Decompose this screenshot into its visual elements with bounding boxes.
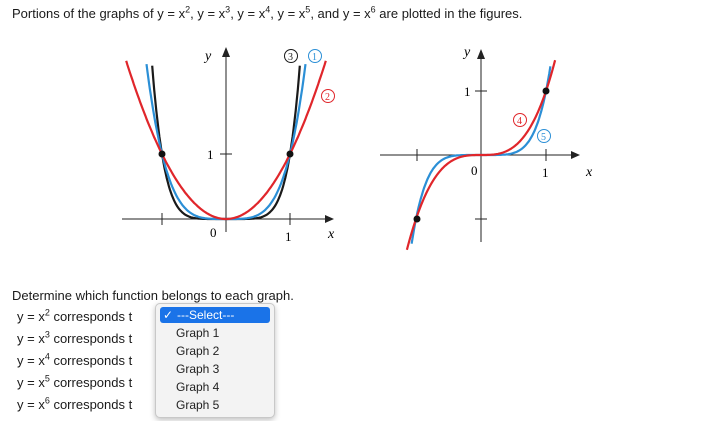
point-marker bbox=[414, 216, 421, 223]
marker-3 bbox=[285, 50, 298, 64]
right-graph bbox=[380, 45, 593, 250]
right-y-arrow bbox=[477, 49, 485, 59]
right-tick-y: 1 bbox=[464, 84, 471, 99]
answer-row-x2: $y = x^2$ corresponds t bbox=[17, 307, 133, 324]
right-origin: 0 bbox=[471, 163, 478, 178]
svg-text:5: 5 bbox=[541, 132, 546, 143]
svg-text:1: 1 bbox=[312, 52, 317, 63]
dropdown-option-graph-3[interactable]: Graph 3 bbox=[176, 362, 220, 376]
prompt-functions: $y = x^2$, $y = x^3$, $y = x^4$, $y = x^5$, and $y = x^6$ bbox=[157, 4, 376, 21]
left-origin: 0 bbox=[210, 225, 217, 240]
point-marker bbox=[543, 88, 550, 95]
svg-text:3: 3 bbox=[288, 52, 293, 63]
marker-5 bbox=[538, 130, 551, 144]
checkmark-icon: ✓ bbox=[163, 308, 174, 322]
right-x-arrow bbox=[571, 151, 580, 159]
answer-row-x5: $y = x^5$ corresponds t bbox=[17, 373, 133, 390]
left-x-label: x bbox=[328, 227, 335, 242]
svg-text:4: 4 bbox=[517, 116, 522, 127]
prompt-tail: are plotted in the figures. bbox=[379, 6, 523, 21]
answer-row-x3: $y = x^3$ corresponds t bbox=[17, 329, 133, 346]
prompt-lead: Portions of the graphs of bbox=[12, 6, 154, 21]
left-tick-x: 1 bbox=[285, 229, 292, 244]
right-y-label: y bbox=[464, 45, 471, 60]
left-x-arrow bbox=[325, 215, 334, 223]
dropdown-option-select[interactable]: ✓ ---Select--- bbox=[160, 307, 270, 323]
left-graph bbox=[122, 47, 335, 244]
dropdown-option-graph-1[interactable]: Graph 1 bbox=[176, 326, 220, 340]
right-tick-x: 1 bbox=[542, 165, 549, 180]
instruction-text: Determine which function belongs to each graph. bbox=[12, 288, 294, 303]
right-x-label: x bbox=[586, 165, 593, 180]
marker-1 bbox=[309, 50, 322, 64]
answer-row-x4: $y = x^4$ corresponds t bbox=[17, 351, 133, 368]
point-marker bbox=[159, 151, 166, 158]
marker-4 bbox=[514, 114, 527, 128]
dropdown-option-graph-2[interactable]: Graph 2 bbox=[176, 344, 220, 358]
svg-text:2: 2 bbox=[325, 92, 330, 103]
point-marker bbox=[287, 151, 294, 158]
graph-select-dropdown[interactable] bbox=[155, 303, 275, 418]
left-y-label: y bbox=[205, 49, 212, 64]
left-tick-y: 1 bbox=[207, 147, 214, 162]
marker-2 bbox=[322, 90, 335, 104]
answer-row-x6: $y = x^6$ corresponds t bbox=[17, 395, 133, 412]
dropdown-option-graph-4[interactable]: Graph 4 bbox=[176, 380, 220, 394]
dropdown-option-graph-5[interactable]: Graph 5 bbox=[176, 398, 220, 412]
left-y-arrow bbox=[222, 47, 230, 57]
